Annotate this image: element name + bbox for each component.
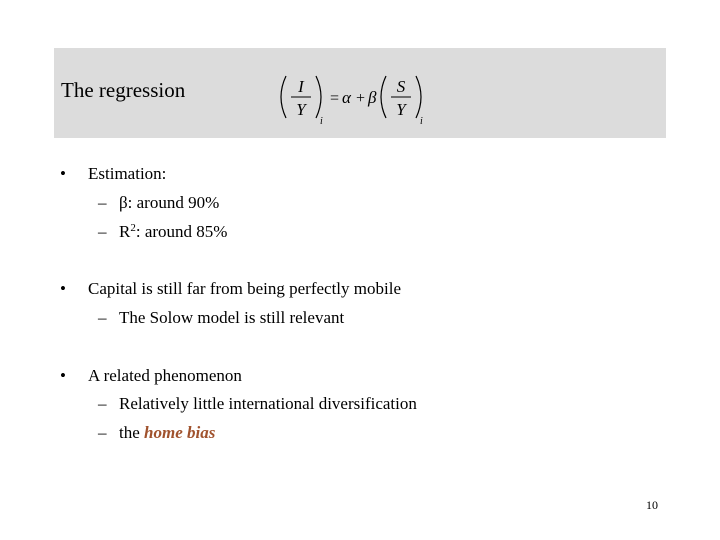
plus-sign: + xyxy=(356,90,366,107)
alpha-symbol: α xyxy=(342,88,351,107)
dash-marker: – xyxy=(98,394,107,413)
bullet-marker: • xyxy=(60,164,66,183)
bullet-marker: • xyxy=(60,279,66,298)
equals-sign: = xyxy=(330,90,340,107)
slide-title: The regression xyxy=(61,78,186,102)
bullet-capital-mobility: Capital is still far from being perfectly mobile xyxy=(88,279,401,298)
r-squared-value: : around 85% xyxy=(135,222,228,241)
bullet-marker: • xyxy=(60,366,66,385)
lhs-denominator: Y xyxy=(296,100,306,119)
rhs-denominator: Y xyxy=(396,100,406,119)
r-squared-base: R xyxy=(119,222,131,241)
dash-marker: – xyxy=(98,222,107,241)
home-bias-prefix: the xyxy=(119,423,145,442)
bullet-estimation: Estimation: xyxy=(88,164,167,183)
rhs-subscript: i xyxy=(420,116,423,127)
rhs-numerator: S xyxy=(396,77,406,96)
sub-beta-estimate: β: around 90% xyxy=(119,193,220,212)
home-bias-emphasis: home bias xyxy=(144,423,216,442)
lhs-numerator: I xyxy=(298,77,304,96)
bullet-related-phenomenon: A related phenomenon xyxy=(88,366,242,385)
sub-diversification: Relatively little international diversification xyxy=(119,394,417,413)
dash-marker: – xyxy=(98,308,107,327)
beta-symbol: β xyxy=(368,88,377,107)
lhs-subscript: i xyxy=(320,116,323,127)
sub-solow-model: The Solow model is still relevant xyxy=(119,308,345,327)
dash-marker: – xyxy=(98,423,107,442)
dash-marker: – xyxy=(98,193,107,212)
sub-home-bias xyxy=(119,424,215,441)
page-number: 10 xyxy=(646,498,658,512)
sub-r-squared xyxy=(119,223,227,240)
r-squared-exponent: 2 xyxy=(130,222,136,234)
